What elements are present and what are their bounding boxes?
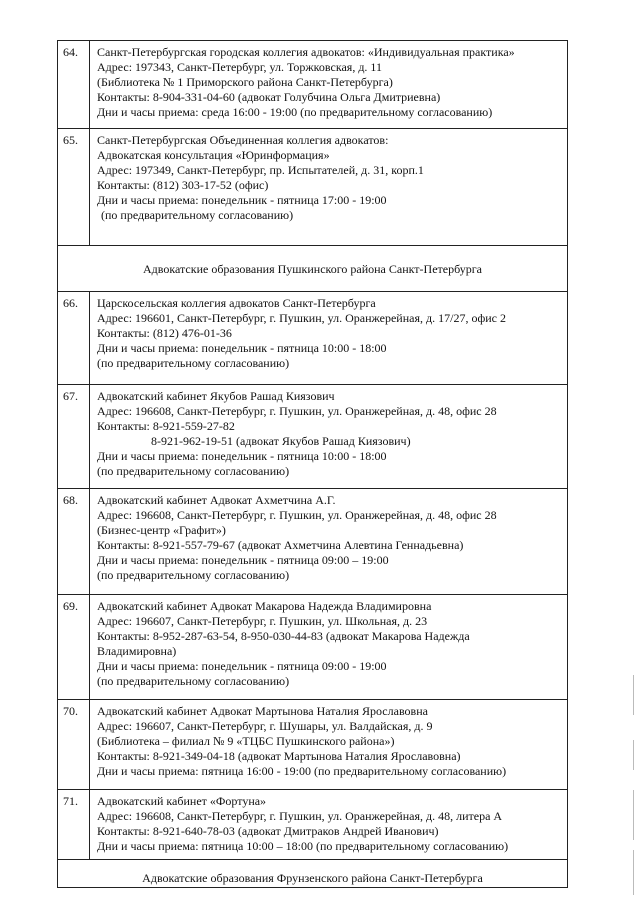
- entry-title: Адвокатский кабинет Адвокат Мартынова Наталия Ярославовна: [97, 704, 428, 718]
- entry-content: [97, 45, 563, 120]
- scan-artifact: [633, 790, 634, 840]
- entry-location-note: (Библиотека – филиал № 9 «ТЦБС Пушкинского района»): [97, 734, 395, 748]
- entry-address: Адрес: 196608, Санкт-Петербург, г. Пушкин, ул. Оранжерейная, д. 48, офис 28: [97, 508, 497, 522]
- entry-content: [97, 389, 563, 479]
- entry-address: Адрес: 197343, Санкт-Петербург, ул. Торжковская, д. 11: [97, 60, 382, 74]
- number-cell: [58, 595, 90, 699]
- table-row-64: [58, 40, 567, 128]
- row-number: 67.: [63, 389, 78, 403]
- entry-hours-note: (по предварительному согласованию): [97, 674, 290, 688]
- row-number: 71.: [63, 794, 78, 808]
- entry-address: Адрес: 196608, Санкт-Петербург, г. Пушкин, ул. Оранжерейная, д. 48, офис 28: [97, 404, 497, 418]
- entry-title: Царскосельская коллегия адвокатов Санкт-Петербурга: [97, 296, 376, 310]
- number-cell: [58, 385, 90, 488]
- entry-hours: Дни и часы приема: понедельник - пятница 10:00 - 18:00: [97, 449, 387, 463]
- entry-address: Адрес: 197349, Санкт-Петербург, пр. Испытателей, д. 31, корп.1: [97, 163, 424, 177]
- entry-contacts: Контакты: (812) 303-17-52 (офис): [97, 178, 269, 192]
- entry-contacts: Контакты: 8-921-349-04-18 (адвокат Мартынова Наталия Ярославовна): [97, 749, 461, 763]
- entry-content: [97, 296, 563, 371]
- entry-contacts: Контакты: (812) 476-01-36: [97, 326, 232, 340]
- entry-title: Адвокатский кабинет Якубов Рашад Киязович: [97, 389, 335, 403]
- row-number: 65.: [63, 133, 78, 147]
- number-cell: [58, 489, 90, 594]
- number-cell: [58, 292, 90, 384]
- entry-hours: Дни и часы приема: понедельник - пятница 09:00 - 19:00: [97, 659, 387, 673]
- entry-content: [97, 133, 563, 223]
- entry-hours: Дни и часы приема: пятница 10:00 – 18:00 (по предварительному согласованию): [97, 839, 509, 853]
- table-row-69: [58, 594, 567, 699]
- row-number: 69.: [63, 599, 78, 613]
- table-row-67: [58, 384, 567, 488]
- entry-hours-note: (по предварительному согласованию): [97, 464, 290, 478]
- entry-content: [97, 599, 563, 689]
- number-cell: [58, 700, 90, 789]
- entry-address: Адрес: 196607, Санкт-Петербург, г. Пушкин, ул. Школьная, д. 23: [97, 614, 428, 628]
- entry-title: Адвокатский кабинет Адвокат Макарова Надежда Владимировна: [97, 599, 432, 613]
- entry-contacts: Контакты: 8-921-640-78-03 (адвокат Дмитраков Андрей Иванович): [97, 824, 439, 838]
- lawyers-table: [57, 40, 568, 888]
- number-cell: [58, 790, 90, 859]
- number-cell: [58, 129, 90, 245]
- entry-title: Адвокатский кабинет Адвокат Ахметчина А.Г.: [97, 493, 336, 507]
- table-row-66: [58, 291, 567, 384]
- entry-hours: Дни и часы приема: понедельник - пятница 10:00 - 18:00: [97, 341, 387, 355]
- entry-content: [97, 704, 563, 779]
- entry-hours-note: (по предварительному согласованию): [101, 208, 294, 222]
- entry-hours: Дни и часы приема: понедельник - пятница 09:00 – 19:00: [97, 553, 389, 567]
- entry-contacts: Контакты: 8-952-287-63-54, 8-950-030-44-83 (адвокат Макарова Надежда: [97, 629, 470, 643]
- entry-contacts: Контакты: 8-921-557-79-67 (адвокат Ахметчина Алевтина Геннадьевна): [97, 538, 464, 552]
- section-header-frunze: Адвокатские образования Фрунзенского района Санкт-Петербурга: [142, 871, 483, 885]
- entry-address: Адрес: 196601, Санкт-Петербург, г. Пушкин, ул. Оранжерейная, д. 17/27, офис 2: [97, 311, 506, 325]
- entry-content: [97, 794, 563, 854]
- entry-hours: Дни и часы приема: пятница 16:00 - 19:00 (по предварительному согласованию): [97, 764, 507, 778]
- section-header-row: [58, 859, 567, 888]
- table-row-65: [58, 128, 567, 245]
- table-row-68: [58, 488, 567, 594]
- entry-hours-note: (по предварительному согласованию): [97, 568, 290, 582]
- section-header-pushkin: Адвокатские образования Пушкинского района Санкт-Петербурга: [143, 262, 482, 276]
- entry-hours: Дни и часы приема: среда 16:00 - 19:00 (по предварительному согласованию): [97, 105, 493, 119]
- entry-location-note: (Бизнес-центр «Графит»): [97, 523, 226, 537]
- row-number: 70.: [63, 704, 78, 718]
- entry-location-note: (Библиотека № 1 Приморского района Санкт-Петербурга): [97, 75, 393, 89]
- row-number: 64.: [63, 45, 78, 59]
- number-cell: [58, 41, 90, 128]
- entry-contacts: Контакты: 8-904-331-04-60 (адвокат Голубчина Ольга Дмитриевна): [97, 90, 441, 104]
- section-header-row: [58, 245, 567, 291]
- table-row-71: [58, 789, 567, 859]
- entry-contacts-continued: Владимировна): [97, 644, 177, 658]
- entry-content: [97, 493, 563, 583]
- table-row-70: [58, 699, 567, 789]
- entry-title: Санкт-Петербургская Объединенная коллегия адвокатов:: [97, 133, 389, 147]
- row-number: 66.: [63, 296, 78, 310]
- scan-artifact: [633, 850, 634, 895]
- entry-title: Санкт-Петербургская городская коллегия адвокатов: «Индивидуальная практика»: [97, 45, 515, 59]
- entry-subtitle: Адвокатская консультация «Юринформация»: [97, 148, 330, 162]
- entry-contacts-extra: 8-921-962-19-51 (адвокат Якубов Рашад Киязович): [151, 434, 411, 448]
- row-number: 68.: [63, 493, 78, 507]
- entry-title: Адвокатский кабинет «Фортуна»: [97, 794, 267, 808]
- entry-contacts: Контакты: 8-921-559-27-82: [97, 419, 235, 433]
- entry-hours-note: (по предварительному согласованию): [97, 356, 290, 370]
- scan-artifact: [633, 675, 634, 715]
- entry-hours: Дни и часы приема: понедельник - пятница 17:00 - 19:00: [97, 193, 387, 207]
- entry-address: Адрес: 196608, Санкт-Петербург, г. Пушкин, ул. Оранжерейная, д. 48, литера А: [97, 809, 503, 823]
- entry-address: Адрес: 196607, Санкт-Петербург, г. Шушары, ул. Валдайская, д. 9: [97, 719, 433, 733]
- scan-artifact: [633, 740, 634, 770]
